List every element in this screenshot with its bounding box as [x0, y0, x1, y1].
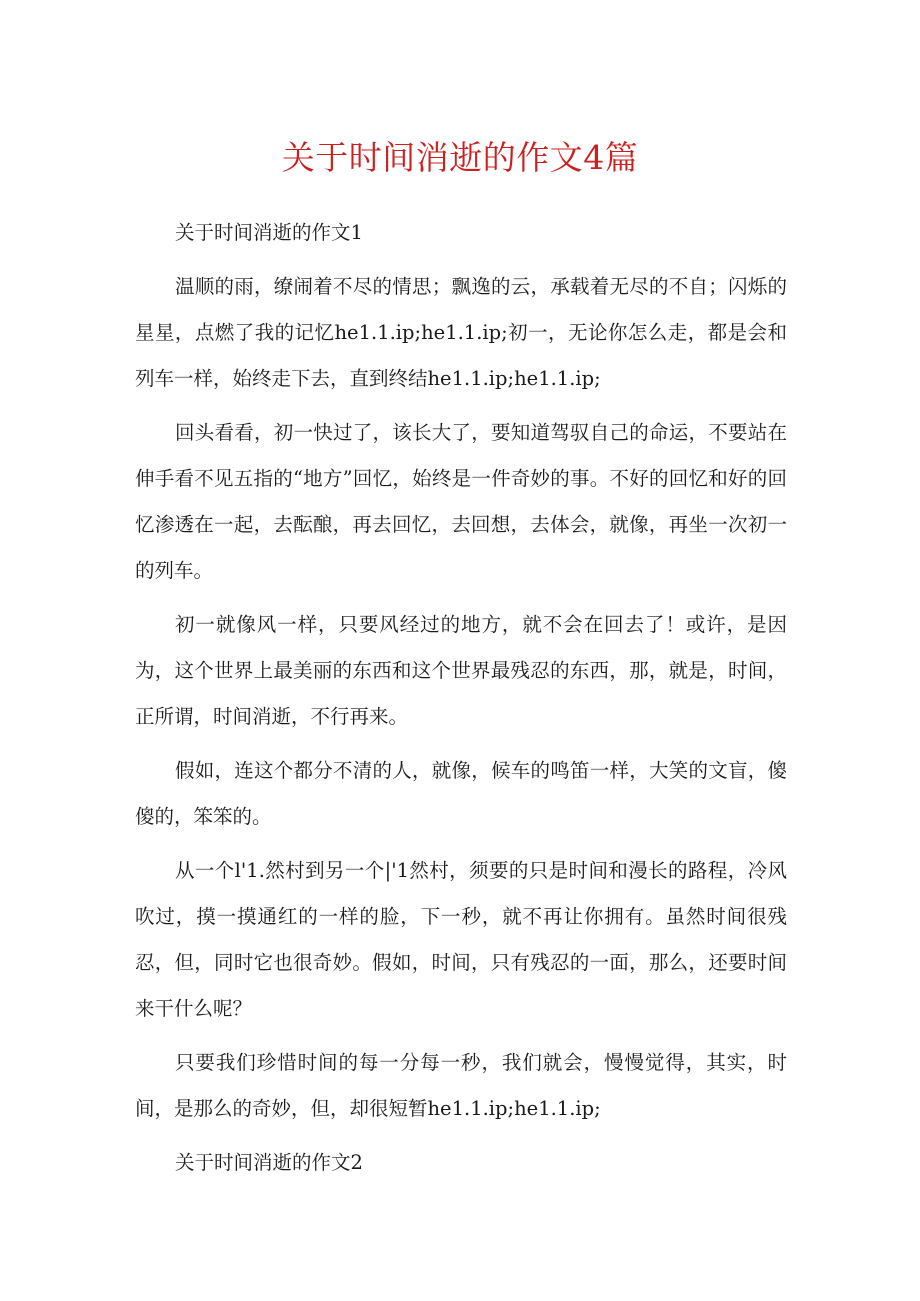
section-heading-2: 关于时间消逝的作文2: [175, 1151, 363, 1174]
paragraph: 假如，连这个都分不清的人，就像，候车的鸣笛一样，大笑的文盲，傻傻的，笨笨的。: [135, 759, 787, 828]
paragraph: 温顺的雨，缭闹着不尽的情思；飘逸的云，承载着无尽的不自；闪烁的星星，点燃了我的记忆he1.1.ip;he1.1.ip;初一，无论你怎么走，都是会和列车一样，始终走下去，直到终结he1.1.ip;he1.1.ip;: [135, 275, 787, 390]
document-body: [135, 210, 787, 1194]
paragraph: 只要我们珍惜时间的每一分每一秒，我们就会，慢慢觉得，其实，时间，是那么的奇妙，但，却很短暂he1.1.ip;he1.1.ip;: [135, 1051, 787, 1120]
paragraph: 从一个l'1.然村到另一个|'1然村，须要的只是时间和漫长的路程，冷风吹过，摸一摸通红的一样的脸，下一秒，就不再让你拥有。虽然时间很残忍，但，同时它也很奇妙。假如，时间，只有残忍的一面，那么，还要时间来干什么呢？: [135, 859, 787, 1020]
section-heading-1: 关于时间消逝的作文1: [175, 221, 363, 244]
paragraph: 初一就像风一样，只要风经过的地方，就不会在回去了！或许，是因为，这个世界上最美丽的东西和这个世界最残忍的东西，那，就是，时间，正所谓，时间消逝，不行再来。: [135, 613, 787, 728]
document-title: 关于时间消逝的作文4篇: [281, 138, 639, 177]
paragraph: 回头看看，初一快过了，该长大了，要知道驾驭自己的命运，不要站在伸手看不见五指的“地方”回忆，始终是一件奇妙的事。不好的回忆和好的回忆渗透在一起，去酝酿，再去回忆，去回想，去体会，就像，再坐一次初一的列车。: [135, 421, 787, 582]
